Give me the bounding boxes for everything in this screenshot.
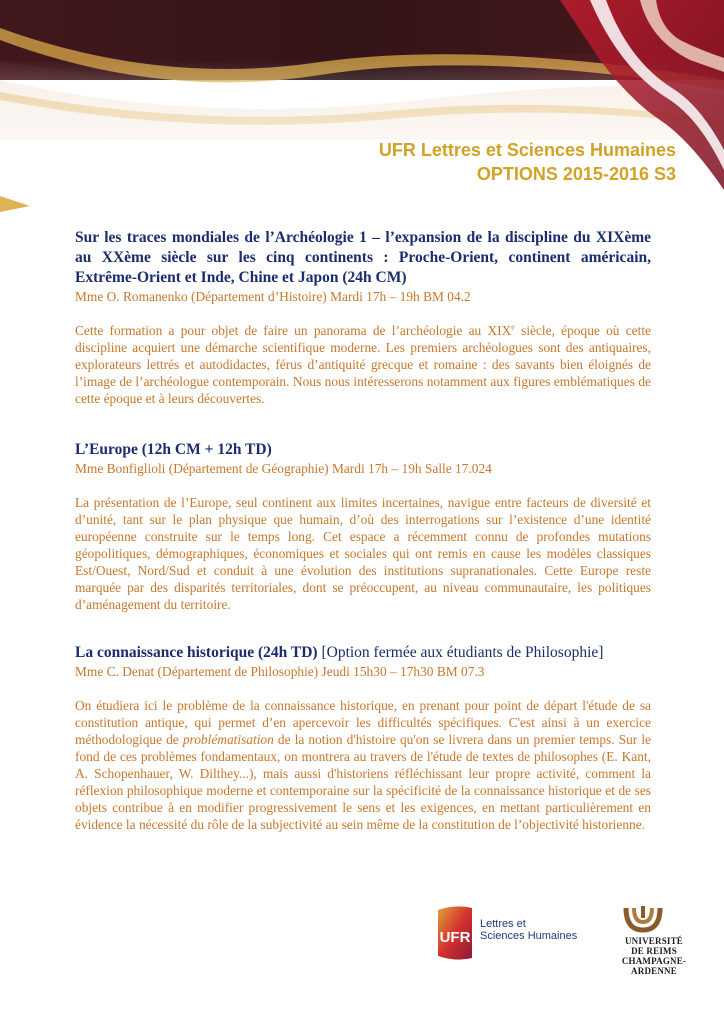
course-meta: Mme O. Romanenko (Département d’Histoire) Mardi 17h – 19h BM 04.2: [75, 289, 471, 304]
superscript-e: e: [511, 322, 515, 332]
document-header: [379, 138, 676, 186]
course-section-connaissance: [75, 643, 651, 833]
course-title-main: La connaissance historique (24h TD): [75, 644, 318, 661]
course-section-europe: [75, 440, 651, 613]
ufr-logo-text: UFR: [439, 929, 471, 946]
course-description: La présentation de l’Europe, seul continent aux limites incertaines, navigue entre facteurs de diversité et d’unité, tant sur le plan physique que humain, d’où des interrogations sur l’existence d’une identité européenne construite sur le temps long. Cet espace a récemment connu de profondes mutations géopolitiques, démographiques, économiques et sociales qui ont remis en cause les modèles classiques Est/Ouest, Nord/Sud et conduit à une évolution des institutions supranationales. Cette Europe reste marquée par des disparités territoriales, dont se préoccupent, au niveau communautaire, les politiques d’aménagement du territoire.: [75, 495, 651, 612]
description-part: de la notion d'histoire qu'on se livrera dans un premier temps. Sur le fond de ces problèmes fondamentaux, on montrera au travers de l'étude de textes de philosophes (E. Kant, A. Schopenhauer, W. Dilthey...), mais aussi d'historiens réfléchissant leur propre activité, comment la réflexion philosophique moderne et contemporaine sur la spécificité de la connaissance historique et de ses objets contribue à en modifier progressivement le sens et les exigences, en mettant particulièrement en évidence la nécessité du rôle de la subjectivité au sein même de la constitution de l’objectivité historienne.: [75, 732, 651, 832]
header-title-line2: OPTIONS 2015-2016 S3: [476, 164, 676, 184]
ufr-logo-label: [480, 918, 577, 942]
urca-logo-icon: [622, 904, 664, 934]
ufr-label-line1: Lettres et: [480, 918, 526, 930]
course-title: [75, 643, 651, 663]
course-title: Sur les traces mondiales de l’Archéologie 1 – l’expansion de la discipline du XIXème au XXème siècle sur les cinq continents : Proche-Orient, continent américain, Extrême-Orient et Inde, Chine et Japon (24h CM): [75, 229, 651, 286]
ufr-logo-mark: [436, 904, 474, 962]
urca-emblem: [622, 904, 664, 934]
course-description: [75, 322, 651, 407]
description-part: Cette formation a pour objet de faire un panorama de l’archéologie au XIX: [75, 323, 512, 338]
ufr-label-line2: Sciences Humaines: [480, 930, 578, 942]
course-description: [75, 697, 651, 833]
description-emphasis: problématisation: [182, 732, 274, 747]
description-part: On étudiera ici le problème de la connaissance historique, en prenant pour point de départ l'étude de sa constitution antique, qui permet d’en apercevoir les difficultés spécifiques. C'est ainsi à un exercice méthodologique de: [75, 698, 651, 747]
course-meta: Mme Bonfiglioli (Département de Géographie) Mardi 17h – 19h Salle 17.024: [75, 461, 492, 476]
urca-line3: CHAMPAGNE-ARDENNE: [621, 956, 687, 976]
course-meta: Mme C. Denat (Département de Philosophie) Jeudi 15h30 – 17h30 BM 07.3: [75, 664, 485, 679]
description-part: siècle, époque où cette discipline acquiert une démarche scientifique moderne. Les premiers archéologues sont des antiquaires, explorateurs lettrés et autodidactes, férus d’antiquité grecque et romaine : des savants bien éloignés de l’image de l’archéologue contemporain. Nous nous intéresserons notamment aux figures emblématiques de cette époque et à leurs découvertes.: [75, 323, 651, 406]
urca-line2: DE REIMS: [631, 946, 677, 956]
course-title: L’Europe (12h CM + 12h TD): [75, 441, 272, 458]
course-title-note: [Option fermée aux étudiants de Philosophie]: [317, 644, 604, 661]
header-title-line1: UFR Lettres et Sciences Humaines: [378, 140, 676, 160]
course-section-archeologie: [75, 228, 651, 407]
document-content: [75, 228, 651, 833]
ufr-logo: [436, 904, 474, 962]
urca-line1: UNIVERSITÉ: [624, 936, 684, 946]
urca-logo-label: [600, 936, 708, 976]
